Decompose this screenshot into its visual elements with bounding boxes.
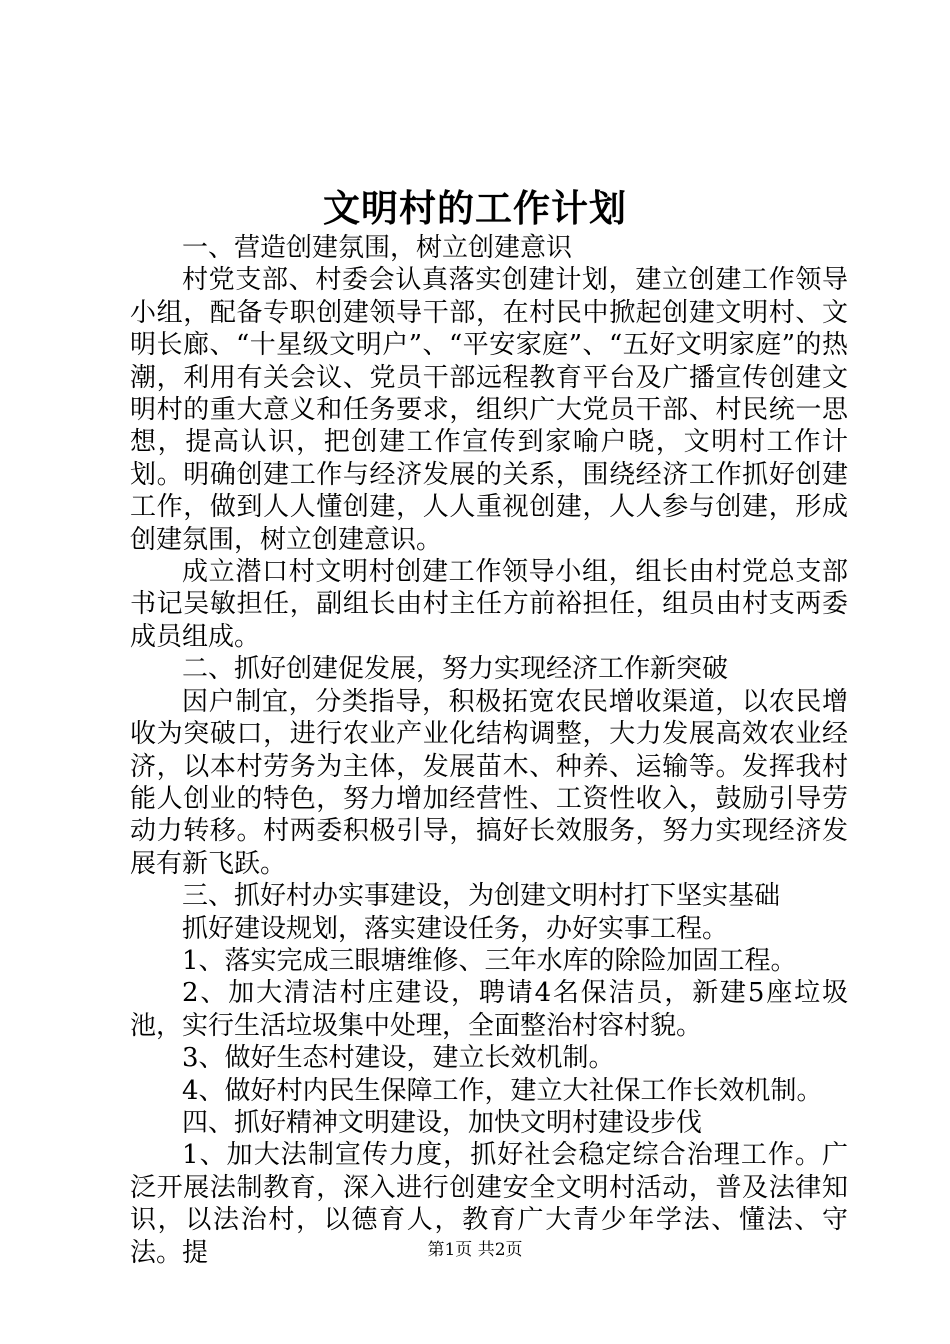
- list-item: 2、加大清洁村庄建设，聘请4名保洁员，新建5座垃圾池，实行生活垃圾集中处理，全面整治村容村貌。: [130, 978, 848, 1041]
- body-paragraph: 抓好建设规划，落实建设任务，办好实事工程。: [182, 913, 729, 944]
- section-heading-1: 一、营造创建氛围，树立创建意识: [182, 233, 573, 263]
- list-item: 1、落实完成三眼塘维修、三年水库的除险加固工程。: [182, 945, 797, 976]
- body-paragraph: 村党支部、村委会认真落实创建计划，建立创建工作领导小组，配备专职创建领导干部，在村民中掀起创建文明村、文明长廊、“十星级文明户”、“平安家庭”、“五好文明家庭”的热潮，利用有关会议、党员干部远程教育平台及广播宣传创建文明村的重大意义和任务要求，组织广大党员干部、村民统一思想，提高认识，把创建工作宣传到家喻户晓，文明村工作计划。明确创建工作与经济发展的关系，围绕经济工作抓好创建工作，做到人人懂创建，人人重视创建，人人参与创建，形成创建氛围，树立创建意识。: [130, 265, 848, 555]
- body-paragraph: 因户制宜，分类指导，积极拓宽农民增收渠道，以农民增收为突破口，进行农业产业化结构调整，大力发展高效农业经济，以本村劳务为主体，发展苗木、种养、运输等。发挥我村能人创业的特色，努力增加经营性、工资性收入，鼓励引导劳动力转移。村两委积极引导，搞好长效服务，努力实现经济发展有新飞跃。: [130, 686, 848, 879]
- document-title: 文明村的工作计划: [323, 186, 627, 230]
- section-heading-3: 三、抓好村办实事建设，为创建文明村打下坚实基础: [182, 881, 781, 912]
- section-heading-4: 四、抓好精神文明建设，加快文明村建设步伐: [182, 1107, 703, 1138]
- body-paragraph: 成立潜口村文明村创建工作领导小组，组长由村党总支部书记吴敏担任，副组长由村主任方前裕担任，组员由村支两委成员组成。: [130, 557, 848, 652]
- list-item: 4、做好村内民生保障工作，建立大社保工作长效机制。: [182, 1075, 823, 1106]
- page-number: 第1页 共2页: [427, 1240, 523, 1260]
- document-body: [130, 232, 848, 1269]
- list-item: 1、加大法制宣传力度，抓好社会稳定综合治理工作。广泛开展法制教育，深入进行创建安全文明村活动，普及法律知识，以法治村，以德育人，教育广大青少年学法、懂法、守法。提: [130, 1140, 848, 1268]
- list-item: 3、做好生态村建设，建立长效机制。: [182, 1043, 615, 1074]
- section-heading-2: 二、抓好创建促发展，努力实现经济工作新突破: [182, 654, 729, 685]
